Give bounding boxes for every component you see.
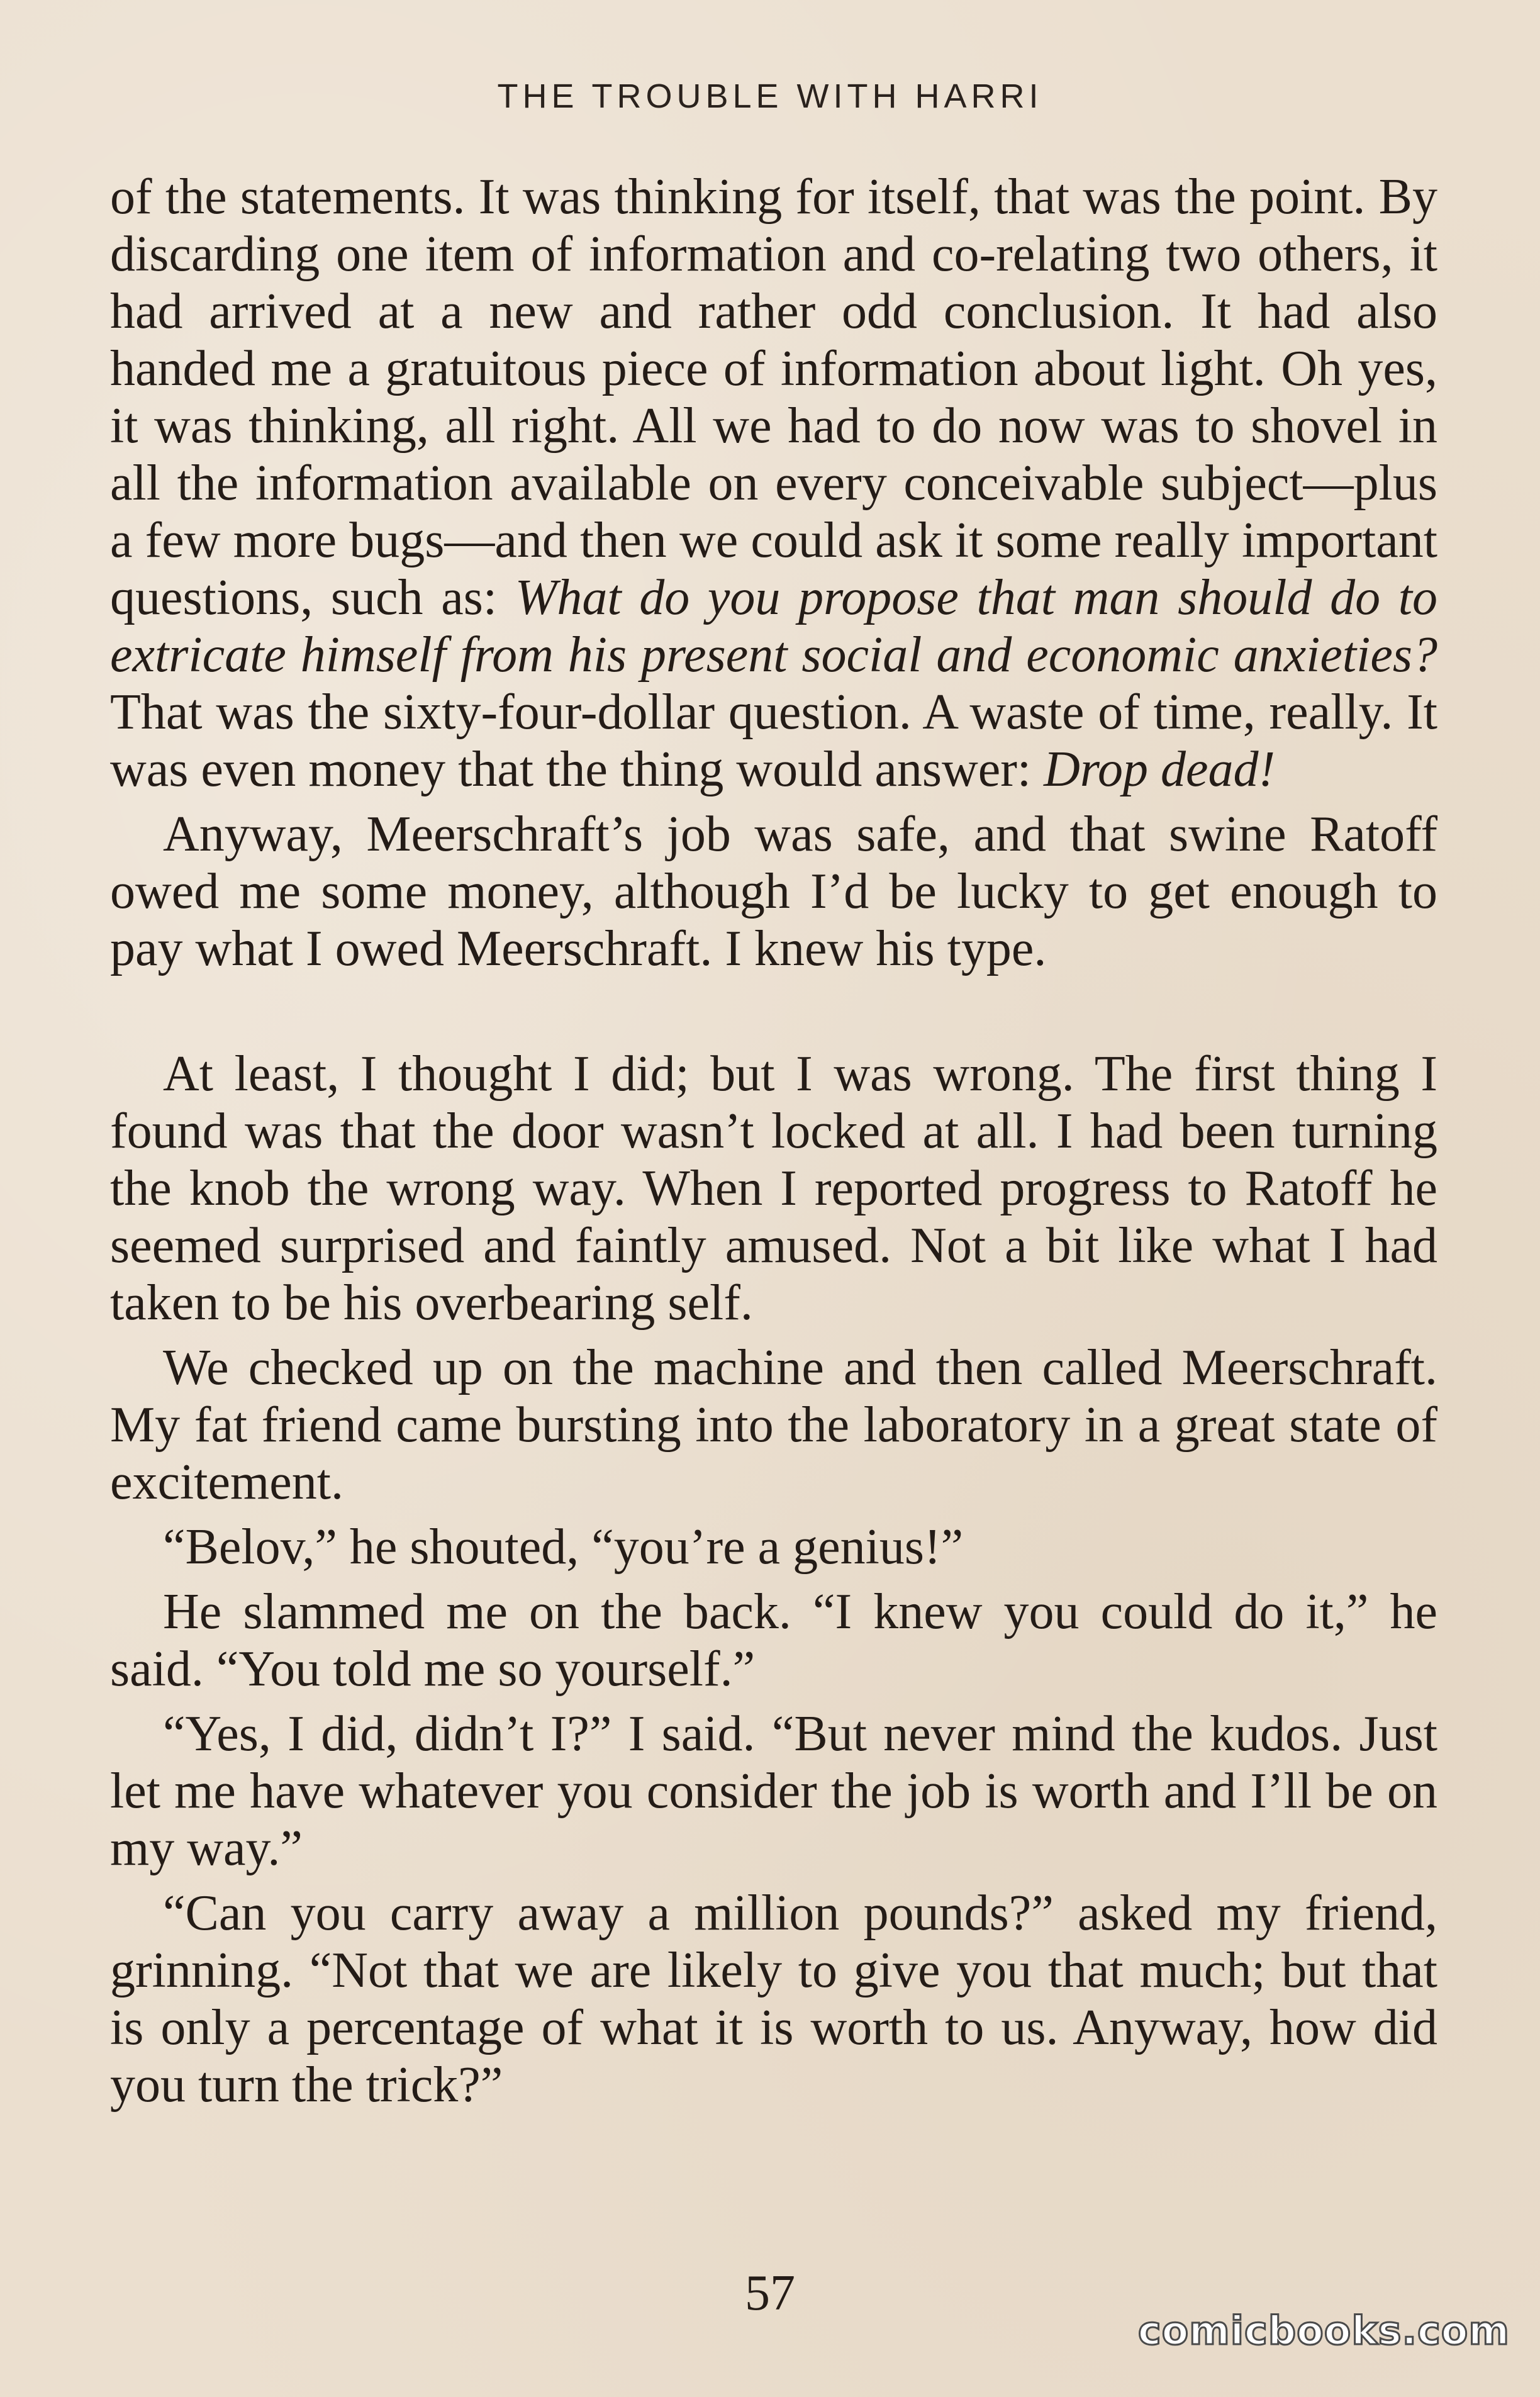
italic-answer: Drop dead! xyxy=(1044,742,1276,797)
watermark: comicbooks.com xyxy=(1137,2308,1510,2354)
paragraph: At least, I thought I did; but I was wrong. The first thing I found was that the door wasn’t locked at all. I had been turning the knob the wrong way. When I reported progress to Ratoff he seemed surprised and faintly amused. Not a bit like what I had taken to be his overbearing self. xyxy=(110,1046,1437,1331)
italic-question: What do you propose that man should do to extricate himself from his present social and economic anxieties? xyxy=(110,570,1437,683)
paragraph: We checked up on the machine and then called Meerschraft. My fat friend came bursting into the laboratory in a great state of excitement. xyxy=(110,1340,1437,1510)
paragraph-text: That was the sixty-four-dollar question. A waste of time, really. It was even money that the thing would answer: xyxy=(110,684,1437,797)
paragraph: Anyway, Meerschraft’s job was safe, and that swine Ratoff owed me some money, although I’d be lucky to get enough to pay what I owed Meerschraft. I knew his type. xyxy=(110,807,1437,976)
paragraph: He slammed me on the back. “I knew you could do it,” he said. “You told me so yourself.” xyxy=(110,1584,1437,1697)
paragraph: “Yes, I did, didn’t I?” I said. “But never mind the kudos. Just let me have whatever you consider the job is worth and I’ll be on my way.” xyxy=(110,1706,1437,1876)
paragraph: “Can you carry away a million pounds?” asked my friend, grinning. “Not that we are likely to give you that much; but that is only a percentage of what it is worth to us. Anyway, how did you turn the trick?” xyxy=(110,1886,1437,2113)
paragraph-continued xyxy=(110,169,1437,798)
paragraph: “Belov,” he shouted, “you’re a genius!” xyxy=(163,1519,964,1575)
running-title: THE TROUBLE WITH HARRI xyxy=(497,77,1043,115)
paragraph-text: of the statements. It was thinking for itself, that was the point. By discarding one item of information and co-relating two others, it had arrived at a new and rather odd conclusion. It had also handed me a gratuitous piece of information about light. Oh yes, it was thinking, all right. All we had to do now was to shovel in all the information available on every conceivable subject—plus a few more bugs—and then we could ask it some really important questions, such as: xyxy=(110,169,1437,625)
body-text xyxy=(110,169,1437,2121)
page-number: 57 xyxy=(745,2266,795,2321)
